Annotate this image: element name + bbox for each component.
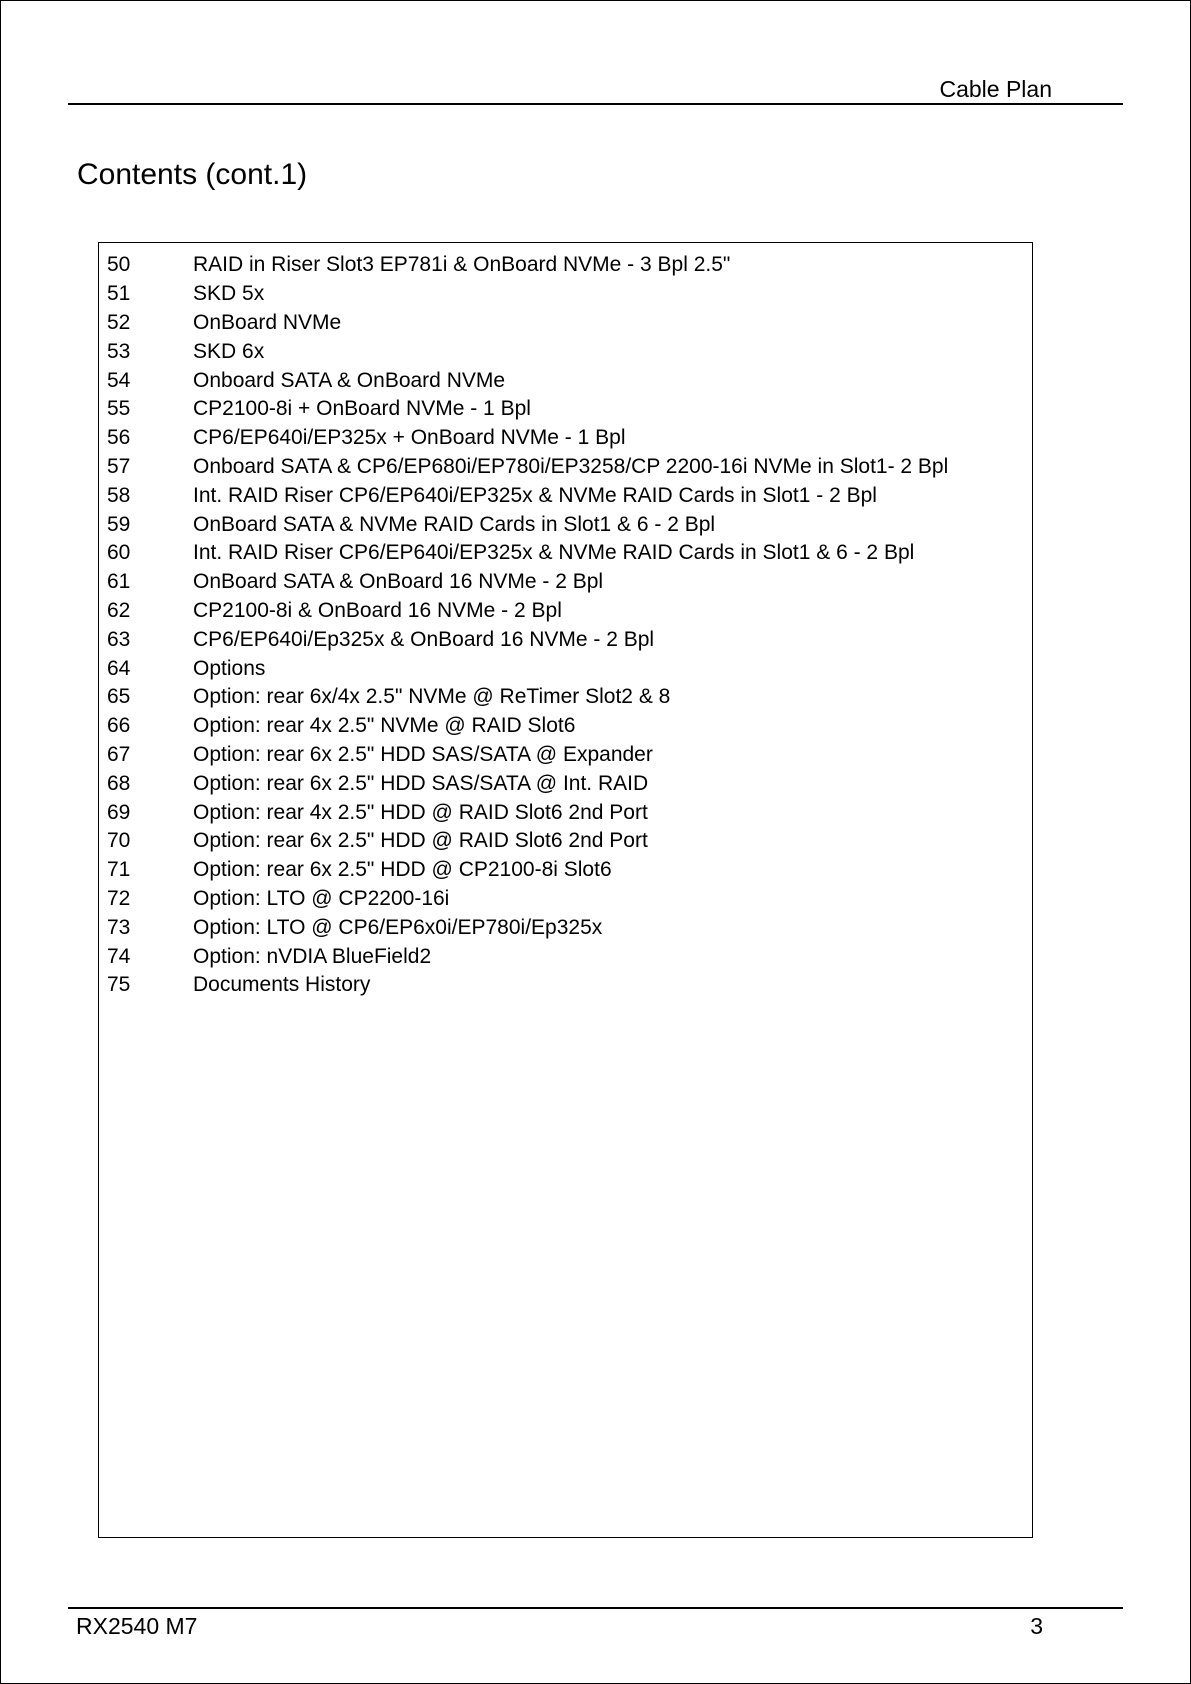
toc-entry-title: Option: rear 4x 2.5" NVMe @ RAID Slot6 xyxy=(193,714,576,738)
toc-entry-number: 60 xyxy=(107,541,131,565)
toc-entry-title: Option: rear 6x 2.5" HDD @ CP2100-8i Slot6 xyxy=(193,858,612,882)
toc-entry-title: OnBoard SATA & NVMe RAID Cards in Slot1 & 6 - 2 Bpl xyxy=(193,512,716,536)
toc-entry-number: 66 xyxy=(107,714,131,738)
toc-entry-title: Option: nVDIA BlueField2 xyxy=(193,944,432,968)
toc-entry[interactable] xyxy=(107,424,1024,453)
toc-entry-number: 70 xyxy=(107,829,131,853)
toc-entry-title: Option: rear 6x 2.5" HDD @ RAID Slot6 2nd Port xyxy=(193,829,648,853)
toc-entry[interactable] xyxy=(107,971,1024,1000)
toc-list xyxy=(107,251,1024,1000)
toc-entry[interactable] xyxy=(107,280,1024,309)
toc-entry-number: 61 xyxy=(107,570,131,594)
toc-entry-title: CP6/EP640i/Ep325x & OnBoard 16 NVMe - 2 Bpl xyxy=(193,627,655,651)
toc-entry[interactable] xyxy=(107,337,1024,366)
toc-entry[interactable] xyxy=(107,366,1024,395)
toc-entry-title: Option: rear 4x 2.5" HDD @ RAID Slot6 2nd Port xyxy=(193,800,648,824)
header-title: Cable Plan xyxy=(939,76,1052,102)
toc-entry[interactable] xyxy=(107,942,1024,971)
footer-model: RX2540 M7 xyxy=(76,1613,198,1639)
section-title: Contents (cont.1) xyxy=(77,158,308,191)
footer-page-number: 3 xyxy=(1030,1613,1043,1639)
footer-rule xyxy=(68,1607,1123,1609)
toc-entry[interactable] xyxy=(107,798,1024,827)
toc-entry-title: OnBoard NVMe xyxy=(193,310,342,334)
toc-entry[interactable] xyxy=(107,395,1024,424)
toc-entry-number: 51 xyxy=(107,282,131,306)
toc-entry[interactable] xyxy=(107,568,1024,597)
toc-entry[interactable] xyxy=(107,539,1024,568)
toc-entry[interactable] xyxy=(107,453,1024,482)
toc-entry-title: CP2100-8i & OnBoard 16 NVMe - 2 Bpl xyxy=(193,598,562,622)
toc-box xyxy=(98,242,1033,1538)
toc-entry-title: Int. RAID Riser CP6/EP640i/EP325x & NVMe RAID Cards in Slot1 - 2 Bpl xyxy=(193,483,877,507)
toc-entry-number: 73 xyxy=(107,915,131,939)
toc-entry-number: 69 xyxy=(107,800,131,824)
toc-entry-title: Option: rear 6x 2.5" HDD SAS/SATA @ Int. RAID xyxy=(193,771,649,795)
toc-entry-title: Option: LTO @ CP2200-16i xyxy=(193,886,450,910)
toc-entry-title: Options xyxy=(193,656,266,680)
toc-entry-number: 57 xyxy=(107,454,131,478)
toc-entry[interactable] xyxy=(107,856,1024,885)
toc-entry-number: 65 xyxy=(107,685,131,709)
toc-entry-number: 64 xyxy=(107,656,131,680)
toc-entry-number: 59 xyxy=(107,512,131,536)
toc-entry[interactable] xyxy=(107,769,1024,798)
toc-entry-title: OnBoard SATA & OnBoard 16 NVMe - 2 Bpl xyxy=(193,570,604,594)
toc-entry-number: 67 xyxy=(107,742,131,766)
toc-entry-number: 72 xyxy=(107,886,131,910)
toc-entry[interactable] xyxy=(107,827,1024,856)
toc-entry-number: 52 xyxy=(107,310,131,334)
toc-entry[interactable] xyxy=(107,741,1024,770)
toc-entry-title: SKD 6x xyxy=(193,339,265,363)
toc-entry[interactable] xyxy=(107,597,1024,626)
toc-entry-title: Int. RAID Riser CP6/EP640i/EP325x & NVMe RAID Cards in Slot1 & 6 - 2 Bpl xyxy=(193,541,915,565)
toc-entry-title: Documents History xyxy=(193,973,371,997)
toc-entry-number: 68 xyxy=(107,771,131,795)
toc-entry-number: 56 xyxy=(107,426,131,450)
toc-entry[interactable] xyxy=(107,712,1024,741)
toc-entry-title: Option: rear 6x 2.5" HDD SAS/SATA @ Expander xyxy=(193,742,653,766)
toc-entry-number: 58 xyxy=(107,483,131,507)
toc-entry[interactable] xyxy=(107,309,1024,338)
toc-entry[interactable] xyxy=(107,683,1024,712)
toc-entry-number: 55 xyxy=(107,397,131,421)
toc-entry-title: Option: LTO @ CP6/EP6x0i/EP780i/Ep325x xyxy=(193,915,603,939)
toc-entry-number: 71 xyxy=(107,858,131,882)
toc-entry-title: CP2100-8i + OnBoard NVMe - 1 Bpl xyxy=(193,397,531,421)
toc-entry-number: 63 xyxy=(107,627,131,651)
toc-entry[interactable] xyxy=(107,510,1024,539)
toc-entry-title: CP6/EP640i/EP325x + OnBoard NVMe - 1 Bpl xyxy=(193,426,626,450)
toc-entry[interactable] xyxy=(107,251,1024,280)
toc-entry-number: 53 xyxy=(107,339,131,363)
toc-entry-number: 54 xyxy=(107,368,131,392)
toc-entry-number: 62 xyxy=(107,598,131,622)
toc-entry-number: 74 xyxy=(107,944,131,968)
toc-entry-title: SKD 5x xyxy=(193,282,265,306)
toc-entry[interactable] xyxy=(107,885,1024,914)
toc-entry[interactable] xyxy=(107,913,1024,942)
header-rule xyxy=(68,103,1123,105)
toc-entry-title: Option: rear 6x/4x 2.5" NVMe @ ReTimer Slot2 & 8 xyxy=(193,685,671,709)
toc-entry-number: 75 xyxy=(107,973,131,997)
toc-entry-title: Onboard SATA & CP6/EP680i/EP780i/EP3258/CP 2200-16i NVMe in Slot1- 2 Bpl xyxy=(193,454,949,478)
toc-entry-title: Onboard SATA & OnBoard NVMe xyxy=(193,368,506,392)
toc-entry[interactable] xyxy=(107,625,1024,654)
toc-entry[interactable] xyxy=(107,654,1024,683)
toc-entry[interactable] xyxy=(107,481,1024,510)
toc-entry-title: RAID in Riser Slot3 EP781i & OnBoard NVMe - 3 Bpl 2.5" xyxy=(193,253,731,277)
toc-entry-number: 50 xyxy=(107,253,131,277)
